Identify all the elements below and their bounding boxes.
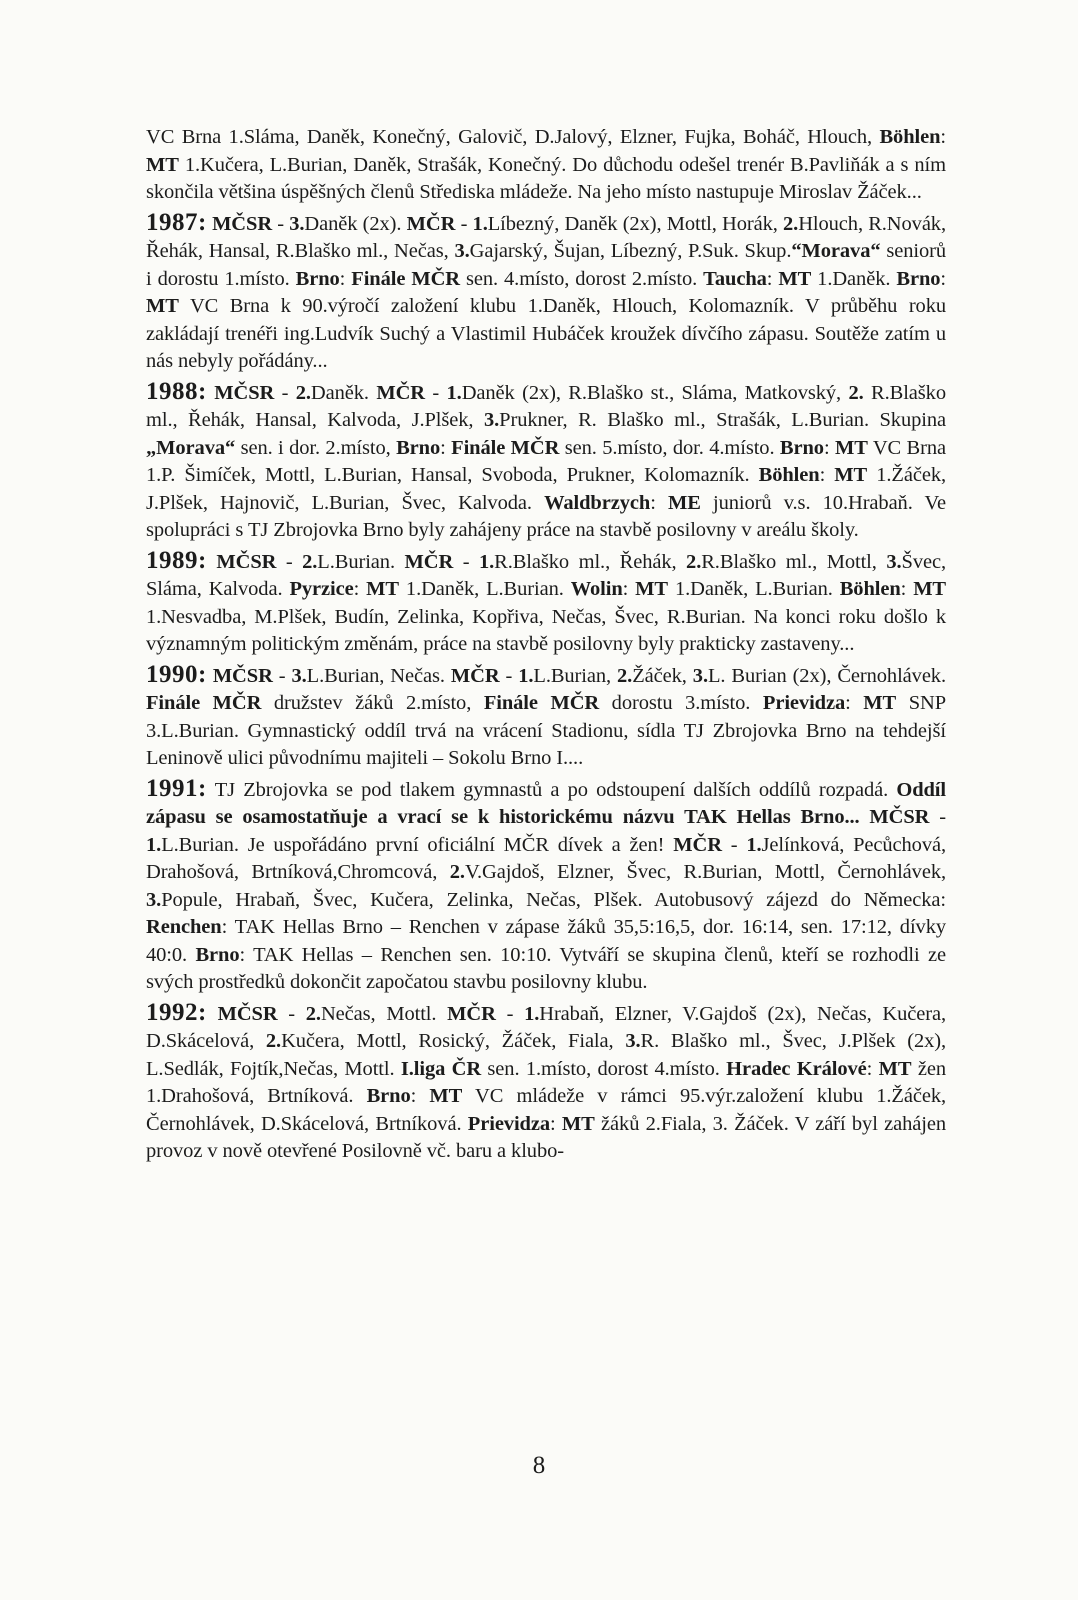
- bold-text: Renchen: [146, 916, 222, 938]
- chronicle-entry: [146, 124, 946, 207]
- text-segment: sen. 5.místo, dor. 4.místo.: [559, 436, 780, 459]
- bold-text: MČSR: [214, 381, 275, 404]
- bold-text: 3.: [692, 664, 708, 687]
- bold-text: Brno: [295, 267, 340, 290]
- bold-text: Oddíl zápasu se osamostatňuje a vrací se k historickému názvu TAK Hellas Brno... MČSR: [146, 778, 946, 828]
- text-segment: Gajarský, Šujan, Líbezný, P.Suk. Skup.: [469, 240, 792, 262]
- chronicle-entry: [146, 378, 946, 545]
- bold-text: I.liga ČR: [400, 1057, 482, 1080]
- bold-text: 2.: [265, 1030, 282, 1052]
- text-segment: :: [845, 692, 864, 714]
- chronicle-entry: [146, 999, 946, 1166]
- chronicle-entry: [146, 547, 946, 659]
- text-segment: Kučera, Mottl, Rosický, Žáček, Fiala,: [281, 1030, 626, 1052]
- text-segment: L. Burian (2x), Černohlávek.: [707, 664, 946, 687]
- text-segment: :: [353, 578, 367, 600]
- bold-text: Brno: [396, 436, 441, 459]
- bold-text: 3.: [625, 1030, 641, 1052]
- text-segment: sen. 4.místo, dorost 2.místo.: [459, 267, 704, 290]
- bold-text: ME: [667, 491, 701, 514]
- year-heading: 1990:: [146, 660, 207, 688]
- text-segment: družstev žáků 2.místo,: [261, 692, 484, 714]
- text-segment: -: [453, 550, 479, 573]
- bold-text: MT: [146, 295, 179, 317]
- bold-text: “Morava“: [791, 240, 881, 262]
- chronicle-text: [146, 124, 946, 1168]
- bold-text: 3.: [289, 212, 305, 235]
- bold-text: MČR: [376, 381, 425, 404]
- text-segment: :: [940, 267, 947, 290]
- bold-text: Waldbrzych: [544, 491, 651, 514]
- text-segment: -: [455, 212, 473, 235]
- bold-text: 2.: [783, 212, 799, 235]
- bold-text: 3.: [483, 409, 500, 431]
- text-segment: VC Brna 1.P. Šimíček, Mottl, L.Burian, Hansal, Svoboda, Prukner, Kolomazník.: [146, 436, 946, 486]
- text-segment: žen 1.Drahošová, Brtníková.: [146, 1057, 946, 1107]
- text-segment: :: [550, 1112, 562, 1135]
- text-segment: Líbezný, Daněk (2x), Mottl, Horák,: [487, 212, 784, 235]
- year-heading: 1991:: [146, 774, 207, 802]
- bold-text: Böhlen: [758, 464, 820, 486]
- text-segment: L.Burian, Nečas.: [306, 664, 451, 687]
- bold-text: MT: [635, 578, 668, 600]
- text-segment: SNP 3.L.Burian. Gymnastický oddíl trvá na vrácení Stadionu, sídla TJ Zbrojovka Brno na tehdejší Leninově ulici původnímu majiteli – Sokolu Brno I....: [146, 692, 947, 769]
- bold-text: MČSR: [212, 664, 273, 687]
- text-segment: -: [272, 212, 290, 235]
- text-segment: seniorů i dorostu 1.místo.: [146, 240, 946, 290]
- bold-text: MT: [561, 1112, 595, 1135]
- bold-text: Finále MČR: [146, 692, 262, 714]
- bold-text: 3.: [886, 550, 902, 573]
- bold-text: 2.: [686, 550, 702, 573]
- bold-text: Brno: [896, 267, 941, 290]
- text-segment: :: [339, 267, 352, 290]
- bold-text: MT: [913, 578, 947, 600]
- text-segment: -: [274, 381, 296, 404]
- text-segment: 1.Daněk.: [811, 267, 897, 290]
- bold-text: 2.: [449, 861, 465, 883]
- bold-text: Taucha: [703, 267, 767, 290]
- bold-text: MČSR: [216, 550, 277, 573]
- bold-text: Finále MČR: [451, 436, 560, 459]
- text-segment: :: [650, 491, 668, 514]
- bold-text: MT: [834, 436, 868, 459]
- text-segment: L.Burian,: [533, 664, 618, 687]
- text-segment: Daněk (2x), R.Blaško st., Sláma, Matkovský,: [461, 381, 849, 404]
- bold-text: MT: [146, 153, 179, 176]
- text-segment: -: [276, 550, 303, 573]
- text-segment: :: [823, 436, 835, 459]
- bold-text: MT: [834, 464, 868, 486]
- year-heading: 1987:: [146, 208, 207, 236]
- bold-text: Brno: [779, 436, 824, 459]
- text-segment: 1.Žáček, J.Plšek, Hajnovič, L.Burian, Švec, Kalvoda.: [146, 464, 946, 514]
- chronicle-entry: [146, 775, 946, 997]
- bold-text: 1.: [446, 381, 462, 404]
- text-segment: 1.Nesvadba, M.Plšek, Budín, Zelinka, Kopřiva, Nečas, Švec, R.Burian. Na konci roku došlo k významným politickým změnám, práce na stavbě posilovny byly prakticky zastaveny...: [146, 605, 946, 655]
- bold-text: Prievidza: [762, 692, 846, 714]
- text-segment: -: [499, 664, 519, 687]
- bold-text: MT: [429, 1085, 463, 1107]
- bold-text: 1.: [472, 212, 488, 235]
- bold-text: MČR: [673, 833, 722, 856]
- bold-text: Brno: [195, 943, 240, 966]
- text-segment: :: [940, 126, 946, 148]
- text-segment: 1.Daněk, L.Burian.: [398, 578, 571, 600]
- text-segment: Jelínková, Pecůchová, Drahošová, Brtníková,Chromcová,: [146, 833, 947, 883]
- bold-text: Prievidza: [467, 1112, 551, 1135]
- text-segment: Daněk (2x).: [304, 212, 407, 235]
- bold-text: MČR: [447, 1002, 496, 1025]
- text-segment: :: [622, 578, 636, 600]
- text-segment: R. Blaško ml., Švec, J.Plšek (2x), L.Sedlák, Fojtík,Nečas, Mottl.: [146, 1030, 947, 1080]
- text-segment: :: [866, 1057, 879, 1080]
- bold-text: 2.: [848, 381, 864, 404]
- bold-text: 1.: [524, 1002, 540, 1025]
- text-segment: V.Gajdoš, Elzner, Švec, R.Burian, Mottl, Černohlávek,: [464, 861, 946, 883]
- bold-text: MČSR: [217, 1002, 278, 1025]
- text-segment: R.Blaško ml., Mottl,: [701, 550, 887, 573]
- bold-text: MČR: [406, 212, 456, 235]
- bold-text: 1.: [518, 664, 534, 687]
- text-segment: 1.Daněk, L.Burian.: [668, 578, 840, 600]
- bold-text: Wolin: [570, 578, 623, 600]
- bold-text: MT: [863, 692, 897, 714]
- bold-text: Finále MČR: [483, 692, 600, 714]
- text-segment: -: [272, 664, 292, 687]
- text-segment: 1.Kučera, L.Burian, Daněk, Strašák, Konečný. Do důchodu odešel trenér B.Pavliňák a s ním skončila většina úspěšných členů Střediska mládeže. Na jeho místo nastupuje Miroslav Žáček...: [146, 153, 946, 203]
- text-segment: -: [721, 833, 747, 856]
- text-segment: VC Brna 1.Sláma, Daněk, Konečný, Galovič, D.Jalový, Elzner, Fujka, Boháč, Hlouch,: [146, 126, 880, 148]
- text-segment: : TAK Hellas – Renchen sen. 10:10. Vytváří se skupina členů, kteří se rozhodli ze svých prostředků dokončit započatou stavbu posilovny klubu.: [146, 943, 946, 993]
- bold-text: MČR: [450, 664, 500, 687]
- text-segment: Žáček,: [632, 664, 693, 687]
- text-segment: Popule, Hrabaň, Švec, Kučera, Zelinka, Nečas, Plšek. Autobusový zájezd do Německa:: [161, 888, 946, 911]
- bold-text: 3.: [291, 664, 307, 687]
- text-segment: Prukner, R. Blaško ml., Strašák, L.Burian. Skupina: [499, 409, 946, 431]
- bold-text: 2.: [617, 664, 633, 687]
- bold-text: „Morava“: [146, 436, 236, 459]
- bold-text: MT: [366, 578, 399, 600]
- bold-text: MČSR: [212, 212, 273, 235]
- bold-text: Böhlen: [879, 126, 941, 148]
- year-heading: 1992:: [146, 998, 207, 1026]
- text-segment: Nečas, Mottl.: [320, 1002, 448, 1025]
- text-segment: L.Burian.: [317, 550, 405, 573]
- text-segment: R.Blaško ml., Řehák,: [494, 550, 687, 573]
- bold-text: Pyrzice: [289, 578, 354, 600]
- bold-text: 1.: [146, 833, 162, 856]
- bold-text: 3.: [146, 888, 162, 911]
- bold-text: Böhlen: [839, 578, 901, 600]
- text-segment: -: [277, 1002, 306, 1025]
- bold-text: MT: [878, 1057, 912, 1080]
- text-segment: VC Brna k 90.výročí založení klubu 1.Daněk, Hlouch, Kolomazník. V průběhu roku zakládají trenéři ing.Ludvík Suchý a Vlastimil Hubáček kroužek dívčího zápasu. Soutěže zatím u nás nebyly pořádány...: [146, 295, 946, 372]
- bold-text: 3.: [454, 240, 470, 262]
- text-segment: :: [766, 267, 779, 290]
- year-heading: 1988:: [146, 377, 207, 405]
- text-segment: : TAK Hellas Brno – Renchen v zápase žáků 35,5:16,5, dor. 16:14, sen. 17:12, dívky 40:0.: [146, 916, 946, 966]
- text-segment: Švec, Sláma, Kalvoda.: [146, 550, 946, 600]
- chronicle-entry: [146, 661, 946, 773]
- text-segment: -: [929, 806, 946, 828]
- text-segment: L.Burian. Je uspořádáno první oficiální MČR dívek a žen!: [161, 833, 674, 856]
- text-segment: VC mládeže v rámci 95.výr.založení klubu 1.Žáček, Černohlávek, D.Skácelová, Brtníková.: [146, 1085, 946, 1135]
- text-segment: R.Blaško ml., Řehák, Hansal, Kalvoda, J.Plšek,: [146, 381, 946, 431]
- text-segment: Daněk.: [310, 381, 377, 404]
- page-number: 8: [532, 1452, 546, 1479]
- bold-text: Brno: [366, 1085, 411, 1107]
- bold-text: 2.: [302, 550, 318, 573]
- bold-text: MT: [778, 267, 812, 290]
- year-heading: 1989:: [146, 546, 207, 574]
- bold-text: Hradec Králové: [726, 1057, 867, 1080]
- bold-text: 2.: [305, 1002, 321, 1025]
- text-segment: sen. i dor. 2.místo,: [235, 436, 397, 459]
- text-segment: dorostu 3.místo.: [599, 692, 763, 714]
- text-segment: :: [440, 436, 452, 459]
- bold-text: Finále MČR: [351, 267, 460, 290]
- bold-text: 1.: [746, 833, 762, 856]
- chronicle-entry: [146, 209, 946, 376]
- bold-text: MČR: [404, 550, 454, 573]
- text-segment: sen. 1.místo, dorost 4.místo.: [481, 1057, 727, 1080]
- text-segment: :: [410, 1085, 430, 1107]
- bold-text: 1.: [478, 550, 495, 573]
- bold-text: 2.: [295, 381, 311, 404]
- text-segment: Hrabaň, Elzner, V.Gajdoš (2x), Nečas, Kučera, D.Skácelová,: [146, 1002, 947, 1052]
- text-segment: žáků 2.Fiala, 3. Žáček. V září byl zahájen provoz v nově otevřené Posilovně vč. baru a klubo-: [146, 1112, 946, 1162]
- text-segment: :: [819, 464, 835, 486]
- text-segment: TJ Zbrojovka se pod tlakem gymnastů a po odstoupení dalších oddílů rozpadá.: [214, 778, 897, 801]
- text-segment: Hlouch, R.Novák, Řehák, Hansal, R.Blaško ml., Nečas,: [146, 212, 946, 262]
- text-segment: :: [900, 578, 914, 600]
- text-segment: juniorů v.s. 10.Hrabaň. Ve spolupráci s TJ Zbrojovka Brno byly zahájeny práce na stavbě posilovny v areálu školy.: [146, 491, 946, 541]
- text-segment: -: [495, 1002, 525, 1025]
- text-segment: -: [425, 381, 447, 404]
